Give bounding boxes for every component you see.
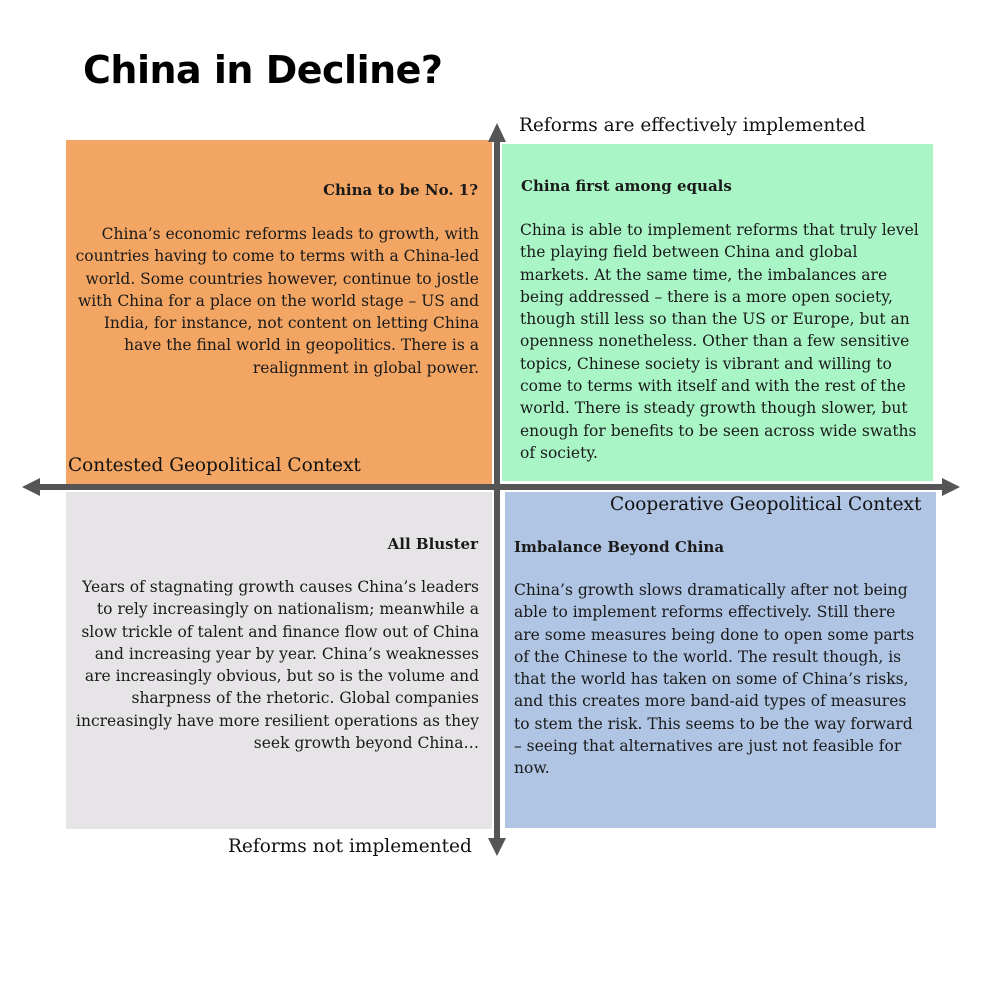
axis-arrow-up <box>488 123 506 142</box>
axis-label-right: Cooperative Geopolitical Context <box>610 494 922 515</box>
page-title: China in Decline? <box>83 48 443 92</box>
axis-label-top: Reforms are effectively implemented <box>519 115 866 136</box>
quadrant-top-left-heading: China to be No. 1? <box>323 181 478 199</box>
quadrant-bottom-left-heading: All Bluster <box>387 535 478 553</box>
axis-arrow-down <box>488 838 506 856</box>
axis-arrow-right <box>942 478 960 496</box>
axis-label-left: Contested Geopolitical Context <box>68 455 361 476</box>
axis-arrow-left <box>22 478 40 496</box>
quadrant-bottom-left-body: Years of stagnating growth causes China’s leaders to rely increasingly on nationalism; meanwhile a slow trickle of talent and finance flow out of China and increasing year by year. China’s weaknesses are increasingly obvious, but so is the volume and sharpness of the rhetoric. Global companies increasingly have more resilient operations as they seek growth beyond China… <box>76 578 479 753</box>
quadrant-top-left-body: China’s economic reforms leads to growth, with countries having to come to terms with a China-led world. Some countries however, continue to jostle with China for a place on the world stage – US and India, for instance, not content on letting China have the final world in geopolitics. There is a realignment in global power. <box>75 225 479 377</box>
quadrant-top-right-body: China is able to implement reforms that truly level the playing field between China and global markets. At the same time, the imbalances are being addressed – there is a more open society, though still less so than the US or Europe, but an openness nonetheless. Other than a few sensitive topics, Chinese society is vibrant and willing to come to terms with itself and with the rest of the world. There is steady growth though slower, but enough for benefits to be seen across wide swaths of society. <box>520 221 919 462</box>
axis-label-bottom: Reforms not implemented <box>228 836 472 857</box>
quadrant-top-right-heading: China first among equals <box>521 177 732 195</box>
quadrant-bottom-right-heading: Imbalance Beyond China <box>514 538 725 556</box>
quadrant-bottom-right-body: China’s growth slows dramatically after not being able to implement reforms effectively. Still there are some measures being done to open some parts of the Chinese to the world. The result though, is that the world has taken on some of China’s risks, and this creates more band-aid types of measures to stem the risk. This seems to be the way forward – seeing that alternatives are just not feasible for now. <box>514 581 915 778</box>
